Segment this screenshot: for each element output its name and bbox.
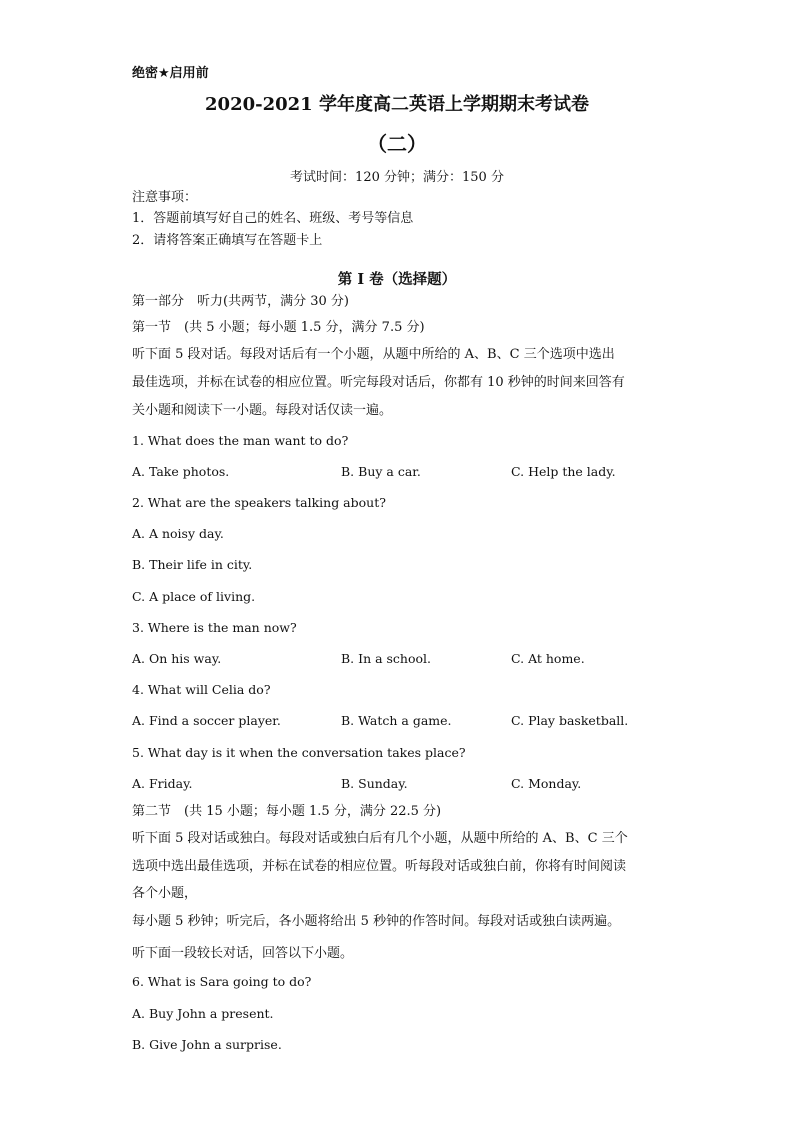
confidential-label: 绝密★启用前	[132, 66, 209, 81]
notice-item: 2．请将答案正确填写在答题卡上	[132, 233, 323, 248]
option-a: A. Friday.	[132, 776, 193, 791]
notice-heading: 注意事项：	[132, 190, 198, 205]
part-heading: 第一部分 听力(共两节，满分 30 分)	[132, 294, 349, 309]
instruction-line: 选项中选出最佳选项，并标在试卷的相应位置。听每段对话或独白前，你将有时间阅读	[132, 859, 627, 874]
question-stem: 6. What is Sara going to do?	[132, 974, 312, 989]
instruction-line: 最佳选项，并标在试卷的相应位置。听完每段对话后，你都有 10 秒钟的时间来回答有	[132, 375, 625, 390]
section-heading: 第二节 (共 15 小题；每小题 1.5 分，满分 22.5 分)	[132, 804, 442, 819]
exam-subtitle: （二）	[367, 132, 427, 156]
option-b: B. In a school.	[341, 651, 432, 666]
option-a: A. On his way.	[132, 651, 222, 666]
option-c: C. Play basketball.	[511, 713, 629, 728]
option-c: C. Monday.	[511, 776, 582, 791]
question-stem: 4. What will Celia do?	[132, 682, 271, 697]
option-b: B. Buy a car.	[341, 464, 421, 479]
instruction-line: 各个小题，	[132, 886, 198, 901]
question-stem: 2. What are the speakers talking about?	[132, 495, 386, 510]
option-b: B. Sunday.	[341, 776, 408, 791]
option-a: A. Take photos.	[132, 464, 230, 479]
question-stem: 3. Where is the man now?	[132, 620, 297, 635]
exam-title: 2020-2021 学年度高二英语上学期期末考试卷	[205, 94, 589, 115]
option-c: C. A place of living.	[132, 589, 256, 604]
instruction-line: 听下面 5 段对话。每段对话后有一个小题，从题中所给的 A、B、C 三个选项中选出	[132, 347, 615, 362]
notice-item: 1．答题前填写好自己的姓名、班级、考号等信息	[132, 211, 414, 226]
option-c: C. Help the lady.	[511, 464, 616, 479]
exam-info: 考试时间：120 分钟；满分：150 分	[290, 170, 504, 185]
instruction-line: 关小题和阅读下一小题。每段对话仅读一遍。	[132, 403, 393, 418]
volume-title: 第 I 卷（选择题）	[337, 271, 457, 288]
option-b: B. Watch a game.	[341, 713, 452, 728]
option-a: A. A noisy day.	[132, 526, 224, 541]
question-stem: 1. What does the man want to do?	[132, 433, 349, 448]
option-a: A. Buy John a present.	[132, 1006, 274, 1021]
option-c: C. At home.	[511, 651, 585, 666]
section-heading: 第一节 (共 5 小题；每小题 1.5 分，满分 7.5 分)	[132, 320, 425, 335]
instruction-line: 每小题 5 秒钟；听完后，各小题将给出 5 秒钟的作答时间。每段对话或独白读两遍。	[132, 914, 621, 929]
instruction-line: 听下面 5 段对话或独白。每段对话或独白后有几个小题，从题中所给的 A、B、C 三个	[132, 831, 628, 846]
option-a: A. Find a soccer player.	[132, 713, 281, 728]
listening-lead: 听下面一段较长对话，回答以下小题。	[132, 946, 354, 961]
option-b: B. Give John a surprise.	[132, 1037, 282, 1052]
option-b: B. Their life in city.	[132, 557, 253, 572]
question-stem: 5. What day is it when the conversation takes place?	[132, 745, 466, 760]
